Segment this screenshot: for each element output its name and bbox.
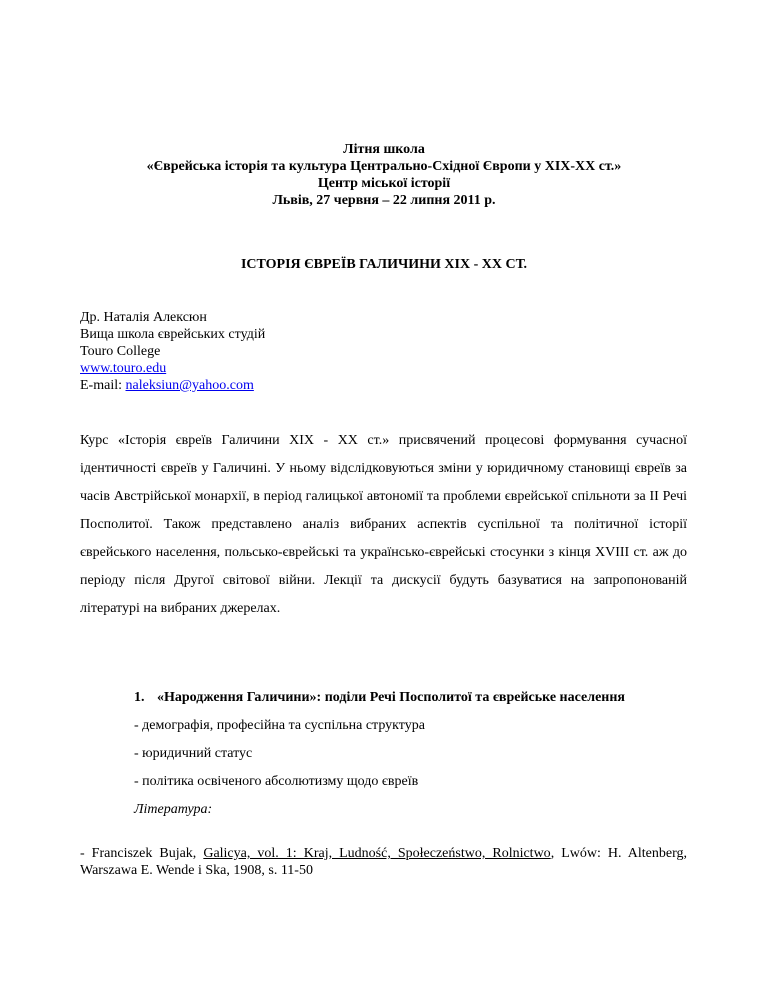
section-1-topic-1: - демографія, професійна та суспільна структура bbox=[134, 718, 425, 733]
section-1 bbox=[134, 684, 687, 824]
section-1-heading-text: «Народження Галичини»: поділи Речі Посполитої та єврейське населення bbox=[157, 690, 625, 705]
author-institution: Вища школа єврейських студій bbox=[80, 327, 266, 342]
course-title: ІСТОРІЯ ЄВРЕЇВ ГАЛИЧИНИ ХІХ - ХХ СТ. bbox=[240, 257, 528, 272]
author-college: Touro College bbox=[80, 344, 161, 359]
header-organizer: Центр міської історії bbox=[317, 176, 451, 191]
literature-author: - Franciszek Bujak, bbox=[80, 846, 204, 861]
literature-label: Література: bbox=[134, 802, 213, 817]
section-1-topics bbox=[134, 712, 687, 796]
author-email-line bbox=[80, 377, 265, 394]
document-header bbox=[80, 141, 688, 209]
header-school-name: Літня школа bbox=[343, 142, 425, 157]
literature-title: Galicya, vol. 1: Kraj, Ludność, Społeczeństwo, Rolnictwo bbox=[203, 846, 551, 861]
header-school-theme: «Єврейська історія та культура Центрально-Східної Європи у ХІХ-ХХ ст.» bbox=[146, 159, 622, 174]
author-website-line bbox=[80, 360, 265, 377]
email-link[interactable]: naleksiun@yahoo.com bbox=[125, 378, 254, 393]
section-1-topic-2: - юридичний статус bbox=[134, 746, 253, 761]
website-link[interactable]: www.touro.edu bbox=[80, 361, 167, 376]
literature-publication: , Lwów: H. Altenberg, Warszawa E. Wende i Ska, 1908, s. 11-50 bbox=[80, 846, 687, 878]
section-1-topic-3: - політика освіченого абсолютизму щодо євреїв bbox=[134, 774, 419, 789]
author-block bbox=[80, 309, 265, 394]
author-name: Др. Наталія Алексюн bbox=[80, 310, 207, 325]
section-1-number: 1. bbox=[134, 690, 145, 705]
literature-entry bbox=[80, 845, 687, 879]
header-place-date: Львів, 27 червня – 22 липня 2011 р. bbox=[272, 193, 496, 208]
email-label: E-mail: bbox=[80, 378, 126, 393]
section-1-heading bbox=[134, 684, 687, 712]
course-abstract: Курс «Історія євреїв Галичини ХІХ - ХХ ст.» присвячений процесові формування сучасної ідентичності євреїв у Галичині. У ньому відслідковуються зміни у юридичному становищі євреїв за часів Австрійської монархії, в період галицької автономії та проблеми єврейської спільноти за II Речі Посполитої. Також представлено аналіз вибраних аспектів суспільної та політичної історії єврейського населення, польсько-єврейські та українсько-єврейські стосунки з кінця XVIII ст. аж до періоду після Другої світової війни. Лекції та дискусії будуть базуватися на запропонованій літературі на вибраних джерелах. bbox=[80, 433, 687, 616]
